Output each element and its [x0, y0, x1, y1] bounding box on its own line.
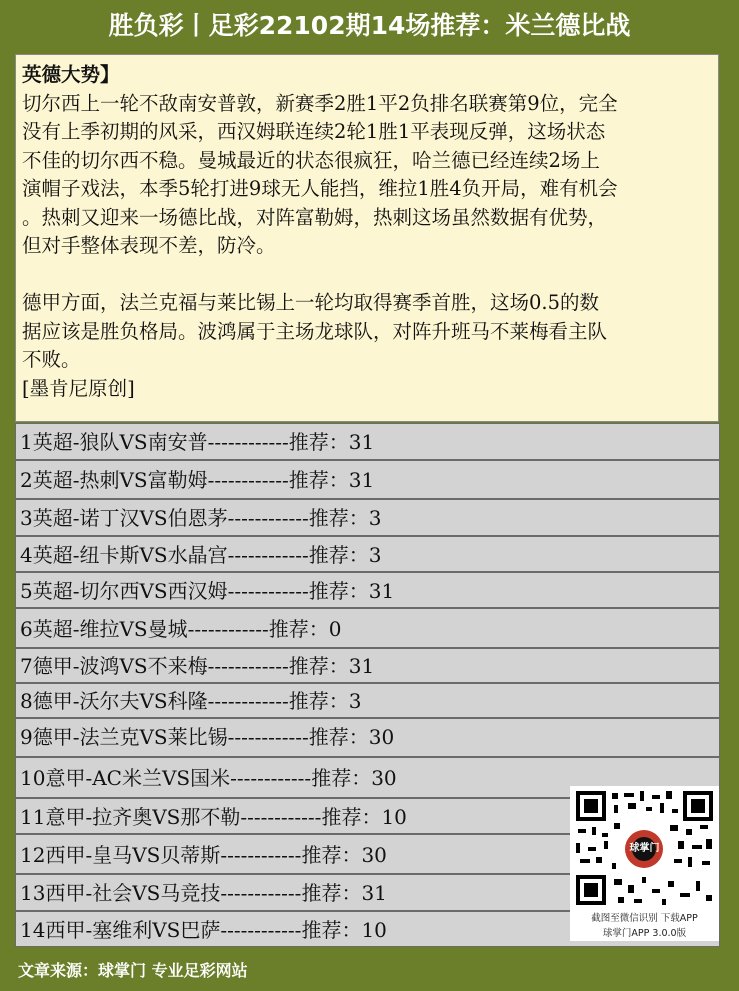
analysis-line: 不佳的切尔西不稳。曼城最近的状态很疯狂，哈兰德已经连续2场上	[22, 148, 600, 172]
pick-text: 3英超-诺丁汉VS伯恩茅------------推荐：3	[20, 506, 382, 530]
pick-row	[15, 572, 720, 608]
pick-row	[15, 423, 720, 460]
qr-caption-line2: 球掌门APP 3.0.0版	[602, 928, 687, 939]
analysis-line: 演帽子戏法，本季5轮打进9球无人能挡，维拉1胜4负开局，难有机会	[22, 177, 618, 200]
analysis-line: 切尔西上一轮不敌南安普敦，新赛季2胜1平2负排名联赛第9位，完全	[22, 91, 618, 115]
analysis-line: 没有上季初期的风采，西汉姆联连续2轮1胜1平表现反弹，这场状态	[22, 120, 606, 143]
pick-text: 11意甲-拉齐奥VS那不勒------------推荐：10	[20, 805, 407, 829]
pick-row	[15, 608, 720, 648]
pick-text: 5英超-切尔西VS西汉姆------------推荐：31	[20, 579, 395, 603]
pick-text: 6英超-维拉VS曼城------------推荐：0	[20, 617, 342, 641]
page-title: 胜负彩丨足彩22102期14场推荐：米兰德比战	[0, 0, 739, 52]
analysis-heading: 英德大势】	[22, 63, 120, 86]
analysis-panel	[15, 54, 719, 422]
analysis-line: 德甲方面，法兰克福与莱比锡上一轮均取得赛季首胜，这场0.5的数	[22, 291, 600, 314]
analysis-line: 不败。	[22, 348, 81, 371]
qr-caption-line1: 截图至微信识别 下载APP	[591, 913, 698, 924]
pick-text: 13西甲-社会VS马竞技------------推荐：31	[20, 881, 387, 905]
pick-row	[15, 648, 720, 683]
pick-text: 2英超-热刺VS富勒姆------------推荐：31	[20, 468, 375, 492]
pick-row	[15, 460, 720, 499]
pick-text: 7德甲-波鸿VS不来梅------------推荐：31	[20, 654, 375, 678]
pick-text: 1英超-狼队VS南安普------------推荐：31	[20, 430, 375, 454]
analysis-line: 据应该是胜负格局。波鸿属于主场龙球队，对阵升班马不莱梅看主队	[22, 319, 608, 343]
pick-row	[15, 536, 720, 572]
pick-text: 14西甲-塞维利VS巴萨------------推荐：10	[20, 918, 387, 942]
pick-text: 12西甲-皇马VS贝蒂斯------------推荐：30	[20, 843, 387, 867]
pick-text: 9德甲-法兰克VS莱比锡------------推荐：30	[20, 725, 395, 749]
qr-logo-text: 球掌门	[629, 843, 660, 854]
pick-row	[15, 499, 720, 536]
source-footer: 文章来源：球掌门 专业足彩网站	[18, 961, 248, 980]
pick-text: 4英超-纽卡斯VS水晶宫------------推荐：3	[20, 543, 382, 567]
analysis-signature: [墨肯尼原创]	[22, 376, 135, 400]
pick-text: 10意甲-AC米兰VS国米------------推荐：30	[20, 766, 397, 790]
pick-text: 8德甲-沃尔夫VS科隆------------推荐：3	[20, 689, 362, 713]
analysis-line: 。热刺又迎来一场德比战，对阵富勒姆，热刺这场虽然数据有优势，	[22, 205, 608, 229]
pick-row	[15, 683, 720, 718]
qr-code-panel[interactable]	[570, 786, 719, 941]
analysis-line: 但对手整体表现不差，防冷。	[22, 234, 276, 257]
pick-row	[15, 718, 720, 757]
